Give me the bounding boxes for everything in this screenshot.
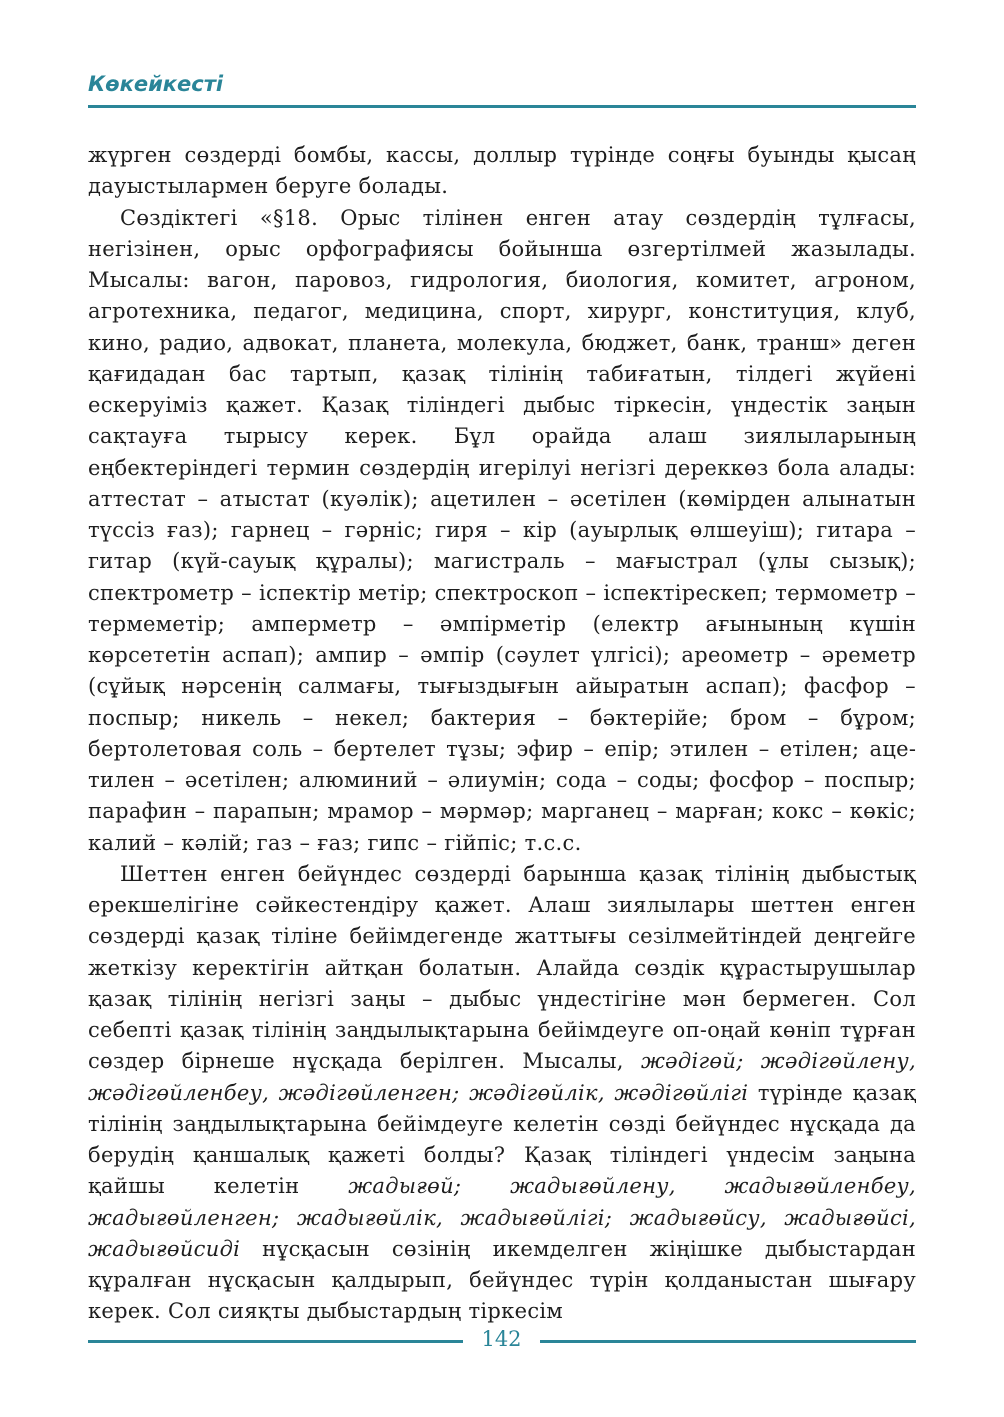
paragraph (88, 859, 916, 1328)
page-body-text (88, 140, 916, 1328)
paragraph (88, 203, 916, 859)
header-divider (88, 105, 916, 108)
paragraph-text: нұсқасын сөзінің икемделген жіңішке дыбыстардан құралған нұсқасын қалдырып, бейүндес түрін қолданыстан шығару керек. Сол сияқты дыбыстардың тіркесім (88, 1236, 916, 1324)
footer-divider-right (540, 1340, 916, 1343)
footer-divider-left (88, 1340, 463, 1343)
page-number: 142 (481, 1327, 522, 1351)
paragraph-text: Шеттен енген бейүндес сөздерді барынша қазақ тілінің дыбыстық ерекшелігіне сәйкестендіру қажет. Алаш зиялылары шеттен енген сөздерді қазақ тіліне бейімдегенде жаттығы сезілмейтіндей деңгейге жеткізу керектігін айтқан болатын. Алайда сөздік құрастырушылар қазақ тілінің негізгі заңы – дыбыс үндестігіне мән бермеген. Сол себепті қазақ тілінің заңдылықтарына бейімдеуге оп-оңай көніп тұрған сөздер бірнеше нұсқада берілген. Мысалы, (88, 861, 916, 1074)
italic-example-text: жәдігөй; жәдігөйлену, жәдігөйленбеу, жәдігөйленген; жәдігөйлік, жәдігөйлігі (88, 1049, 917, 1105)
running-header-title: Көкейкесті (88, 72, 224, 96)
paragraph-text: түрінде қазақ тілінің заңдылықтарына бейімдеуге келетін сөзді бейүндес нұсқада да берудің қаншалық қажеті болды? Қазақ тіліндегі үндесім заңына қайшы келетін (88, 1080, 916, 1199)
paragraph-text: жүрген сөздерді бомбы, кассы, доллыр түрінде соңғы буынды қысаң дауыстылармен беруге болады. (88, 143, 916, 199)
italic-example-text: жадығөй; жадығөйлену, жадығөйленбеу, жадығөйленген; жадығөйлік, жадығөйлігі; жадығөйсу, жадығөйсі, жадығөйсиді (88, 1174, 917, 1261)
paragraph-text: Сөздіктегі «§18. Орыс тілінен енген атау сөздердің тұлғасы, негізінен, орыс орфографиясы бойынша өзгертілмей жазылады. Мысалы: вагон, паровоз, гидрология, биология, комитет, агроном, агротехника, педагог, медицина, спорт, хирург, конституция, клуб, кино, радио, адвокат, планета, молекула, бюджет, банк, транш» деген қағидадан бас тартып, қазақ тілінің табиғатын, тілдегі жүйені ескеруіміз қажет. Қазақ тіліндегі дыбыс тіркесін, үндестік заңын сақтауға тырысу керек. Бұл орайда алаш зиялыларының еңбектеріндегі термин сөздердің игерілуі негізгі дереккөз бола алады: аттестат – атыстат (куәлік); ацетилен – әсетілен (көмірден алынатын түссіз ғаз); гарнец – гәрніс; гиря – кір (ауырлық өлшеуіш); гитара – гитар (күй-сауық құралы); магистраль – мағыстрал (ұлы сызық); спектрометр – іспектір метір; спектроскоп – іспектірескеп; термометр – термеметір; амперметр – әмпірметір (електр ағынының күшін көрсететін аспап); ампир – әмпір (сәулет үлгісі); ареометр – әреметр (сұйық нәрсенің салмағы, тығыздығын айыратын аспап); фасфор – поспыр; никель – некел; бактерия – бәктерійе; бром – бұром; бертолетовая соль – бертелет тұзы; эфир – епір; этилен – етілен; ацетилен – әсетілен; алюминий – әлиумін; сода – соды; фосфор – поспыр; парафин – парапын; мрамор – мәрмәр; марганец – марған; кокс – көкіс; калий – кәлій; газ – ғаз; гипс – гійпіс; т.с.с. (88, 205, 916, 855)
paragraph (88, 140, 916, 203)
